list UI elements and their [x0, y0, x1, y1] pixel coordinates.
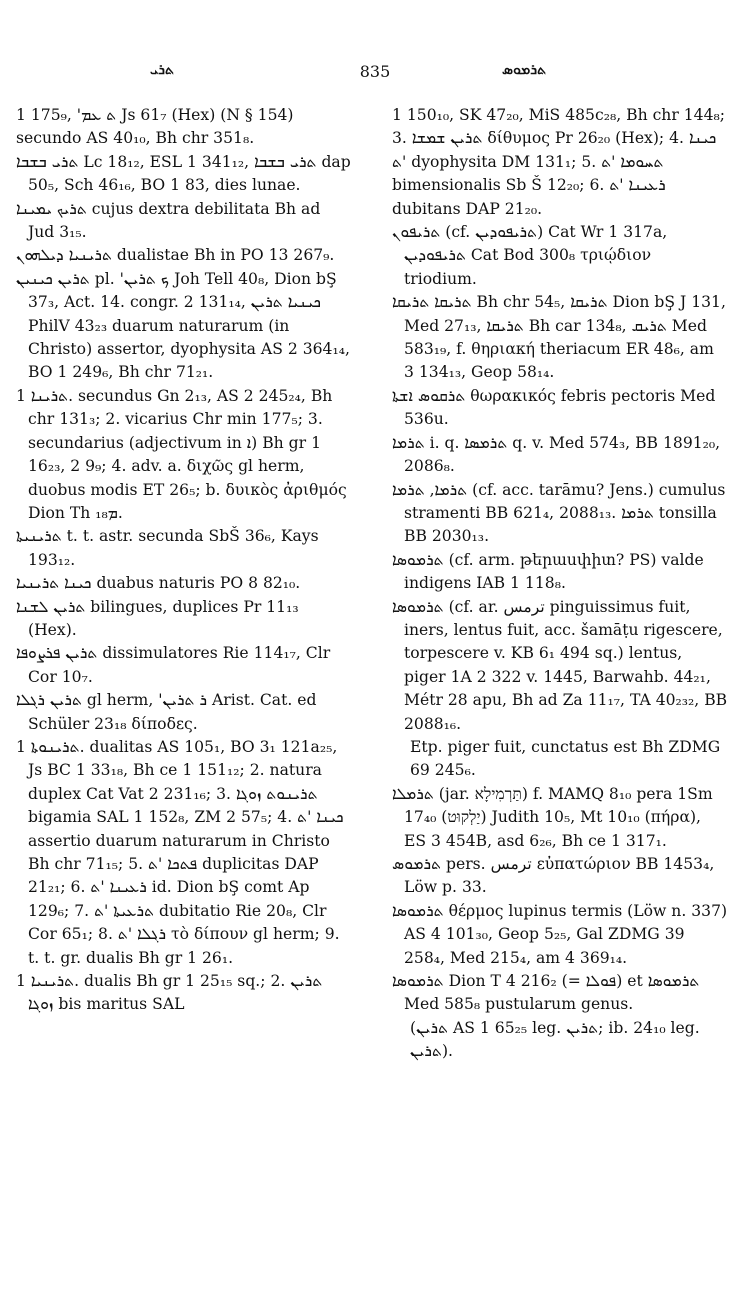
dictionary-entry: ܬܪܝܢܝܐ 1. dualis Bh gr 1 25₁₅ sq.; 2. ܬܪܝܢ ܙܘܓܐ bis maritus SAL [16, 972, 323, 1014]
dictionary-entry: ܬܪܡܘܣܐ Dion T 4 216₂ (= ܦܘܠܐ) et ܬܪܡܘܣܐ Med 585₈ pustularum genus. [392, 972, 700, 1014]
dictionary-entry: ܬܪܝܢ ܦܪܨܘܦܐ dissimulatores Rie 114₁₇, Clr Cor 10₇. [16, 644, 331, 686]
dictionary-entry: ܬܪܝܢ ܟܝܢܝܢ pl. 'ܟ ܬܪܝܢ Joh Tell 40₈, Dion bŞ 37₃, Act. 14. congr. 2 131₁₄, ܟܝܢܝܐ ܬܪܝܢ PhilV 43₂₃ duarum naturarum (in Christo) assertor, dyophysita AS 2 364₁₄, BO 1 249₆, Bh chr 71₂₁. [16, 269, 350, 382]
dictionary-entry: ܬܪܝܢܘܬܐ 1. dualitas AS 105₁, BO 3₁ 121a₂₅, Js BC 1 33₁₈, Bh ce 1 151₁₂; 2. natura duplex Cat Vat 2 231₁₆; 3. ܬܪܝܢܘܬ ܙܘܓܐ bigamia SAL 1 152₈, ZM 2 57₅; 4. ܟܝܢܐ 'ܬ assertio duarum naturarum in Christo Bh chr 71₁₅; 5. ܦܬܟܐ 'ܬ duplicitas DAP 21₂₁; 6. ܪܥܝܢܐ 'ܬ id. Dion bŞ comt Ap 129₆; 7. ܬܪܥܝܬܐ 'ܬ dubitatio Rie 20₈, Clr Cor 65₁; 8. ܪܓܠܐ 'ܬ τὸ δίπουν gl herm; 9. t. t. gr. dualis Bh gr 1 26₁. [16, 737, 344, 967]
dictionary-entry: ܟܝܢܐ ܬܪܝܢܝܐ duabus naturis PO 8 82₁₀. [16, 574, 301, 593]
dictionary-entry: ܬܪܝܩܐ ܬܪܝܩܐ Bh chr 54₅, ܬܪܝܩܐ Dion bŞ J 131, Med 27₁₃, ܬܪܝܩܐ Bh car 134₈, ܬܪܝܩ Med 583₁₉, f. θηριακή theriacum ER 48₆, am 3 134₁₃, Geop 58₁₄. [392, 293, 726, 382]
page-number: 835 [359, 62, 391, 81]
left-column [16, 104, 351, 1017]
dictionary-entry: ܬܪܡܠܐ (jar. תַּרְמִילָא) f. MAMQ 8₁₀ pera 1Sm 17₄₀ (יַלְקוּט) Judith 10₅, Mt 10₁₀ (πήρα), ES 3 454B, asd 6₂₆, Bh ce 1 317₁. [392, 784, 713, 850]
dictionary-entry: ܬܪܡܘܣܐ (cf. ar. ترمس pinguissimus fuit, iners, lentus fuit, acc. šamāṭu rigescere, torpescere v. KB 6₁ 494 sq.) lentus, piger 1A 2 322 v. 1445, Barwahb. 44₂₁, Métr 28 apu, Bh ad Za 11₁₇, TA 40₂₃₂, BB 2088₁₆. [392, 597, 728, 733]
page-header [0, 62, 750, 86]
dictionary-entry: (ܬܪܝܢ AS 1 65₂₅ leg. ܬܪܝܢ; ib. 24₁₀ leg. ܬܪܝܢ). [410, 1018, 700, 1061]
dictionary-entry: ܬܪܝܢ ܪܓܠܐ gl herm, 'ܪ ܬܪܝܢ Arist. Cat. ed Schüler 23₁₈ δίποδες. [16, 691, 317, 733]
dictionary-entry: ܬܪܝܦܘܢ (cf. ܬܪܝܦܘܕܝܢ) Cat Wr 1 317a, ܬܪܝܦܘܕܝܢ Cat Bod 300₈ τριῴδιον triodium. [392, 223, 668, 288]
dictionary-entry: Etp. piger fuit, cunctatus est Bh ZDMG 69 245₆. [410, 737, 721, 780]
dictionary-entry: ܬܪܝ ܒܫܒܐ Lc 18₁₂, ESL 1 341₁₂, ܬܪܝ ܒܫܒܐ dap 50₅, Sch 46₁₆, BO 1 83, dies lunae. [16, 152, 351, 195]
dictionary-entry: 1 175₉, 'ܬ ܥܡ Js 61₇ (Hex) (N § 154) secundo AS 40₁₀, Bh chr 351₈. [16, 106, 294, 148]
running-head-left: ܬܪܝ [150, 62, 174, 78]
dictionary-entry: ܬܪܡܐ, ܬܪܡܐ (cf. acc. tarāmu? Jens.) cumulus stramenti BB 621₄, 2088₁₃. ܬܪܡܐ tonsilla BB 2030₁₃. [392, 480, 726, 546]
running-head-right: ܬܪܡܘܣ [502, 62, 547, 78]
dictionary-entry: 1 150₁₀, SK 47₂₀, MiS 485c₂₈, Bh chr 144₈; 3. ܬܪܝܢ ܫܡܫܐ δίθυμος Pr 26₂₀ (Hex); 4. ܟܝܢܐ 'ܬ dyophysita DM 131₁; 5. ܬܚܘܡܐ 'ܬ bimensionalis Sb Š 12₂₀; 6. ܪܥܝܢܐ 'ܬ dubitans DAP 21₂₀. [392, 106, 726, 218]
dictionary-entry: ܬܪܝܢܝܐ ܕܝܠܗܘܢ dualistae Bh in PO 13 267₉. [16, 246, 335, 265]
dictionary-entry: ܬܪܩܘܣ ܐܫܬܐ θωρακικός febris pectoris Med 536u. [392, 386, 716, 429]
dictionary-entry: ܬܪܝܟ ܝܡܝܢܐ cujus dextra debilitata Bh ad Jud 3₁₅. [16, 199, 321, 242]
dictionary-entry: ܬܪܝܢܐ 1. secundus Gn 2₁₃, AS 2 245₂₄, Bh chr 131₃; 2. vicarius Chr min 177₅; 3. secundarius (adjectivum in ܐ) Bh gr 1 16₂₃, 2 9₉; 4. adv. a. διχῶς gl herm, duobus modis ET 26₅; b. δυικὸς ἀριθμός Dion Th ܡ₁₈. [16, 386, 347, 522]
dictionary-entry: ܬܪܝܢ ܠܫܢܐ bilingues, duplices Pr 11₁₃ (Hex). [16, 597, 299, 639]
dictionary-entry: ܬܪܡܘܣܐ θέρμος lupinus termis (Löw n. 337) AS 4 101₃₀, Geop 5₂₅, Gal ZDMG 39 258₄, Med 215₄, am 4 369₁₄. [392, 901, 728, 967]
dictionary-entry: ܬܪܡܘܣܐ (cf. arm. թերասփիտ? PS) valde indigens IAB 1 118₈. [392, 550, 704, 593]
dictionary-entry: ܬܪܡܐ i. q. ܬܪܡܣܐ q. v. Med 574₃, BB 1891₂₀, 2086₈. [392, 433, 721, 476]
dictionary-entry: ܬܪܝܢܝܬܐ t. t. astr. secunda SbŠ 36₆, Kays 193₁₂. [16, 527, 319, 569]
right-column [392, 104, 728, 1064]
dictionary-entry: ܬܪܡܘܣ pers. ترمس εὐπατώριον BB 1453₄, Löw p. 33. [392, 855, 715, 897]
